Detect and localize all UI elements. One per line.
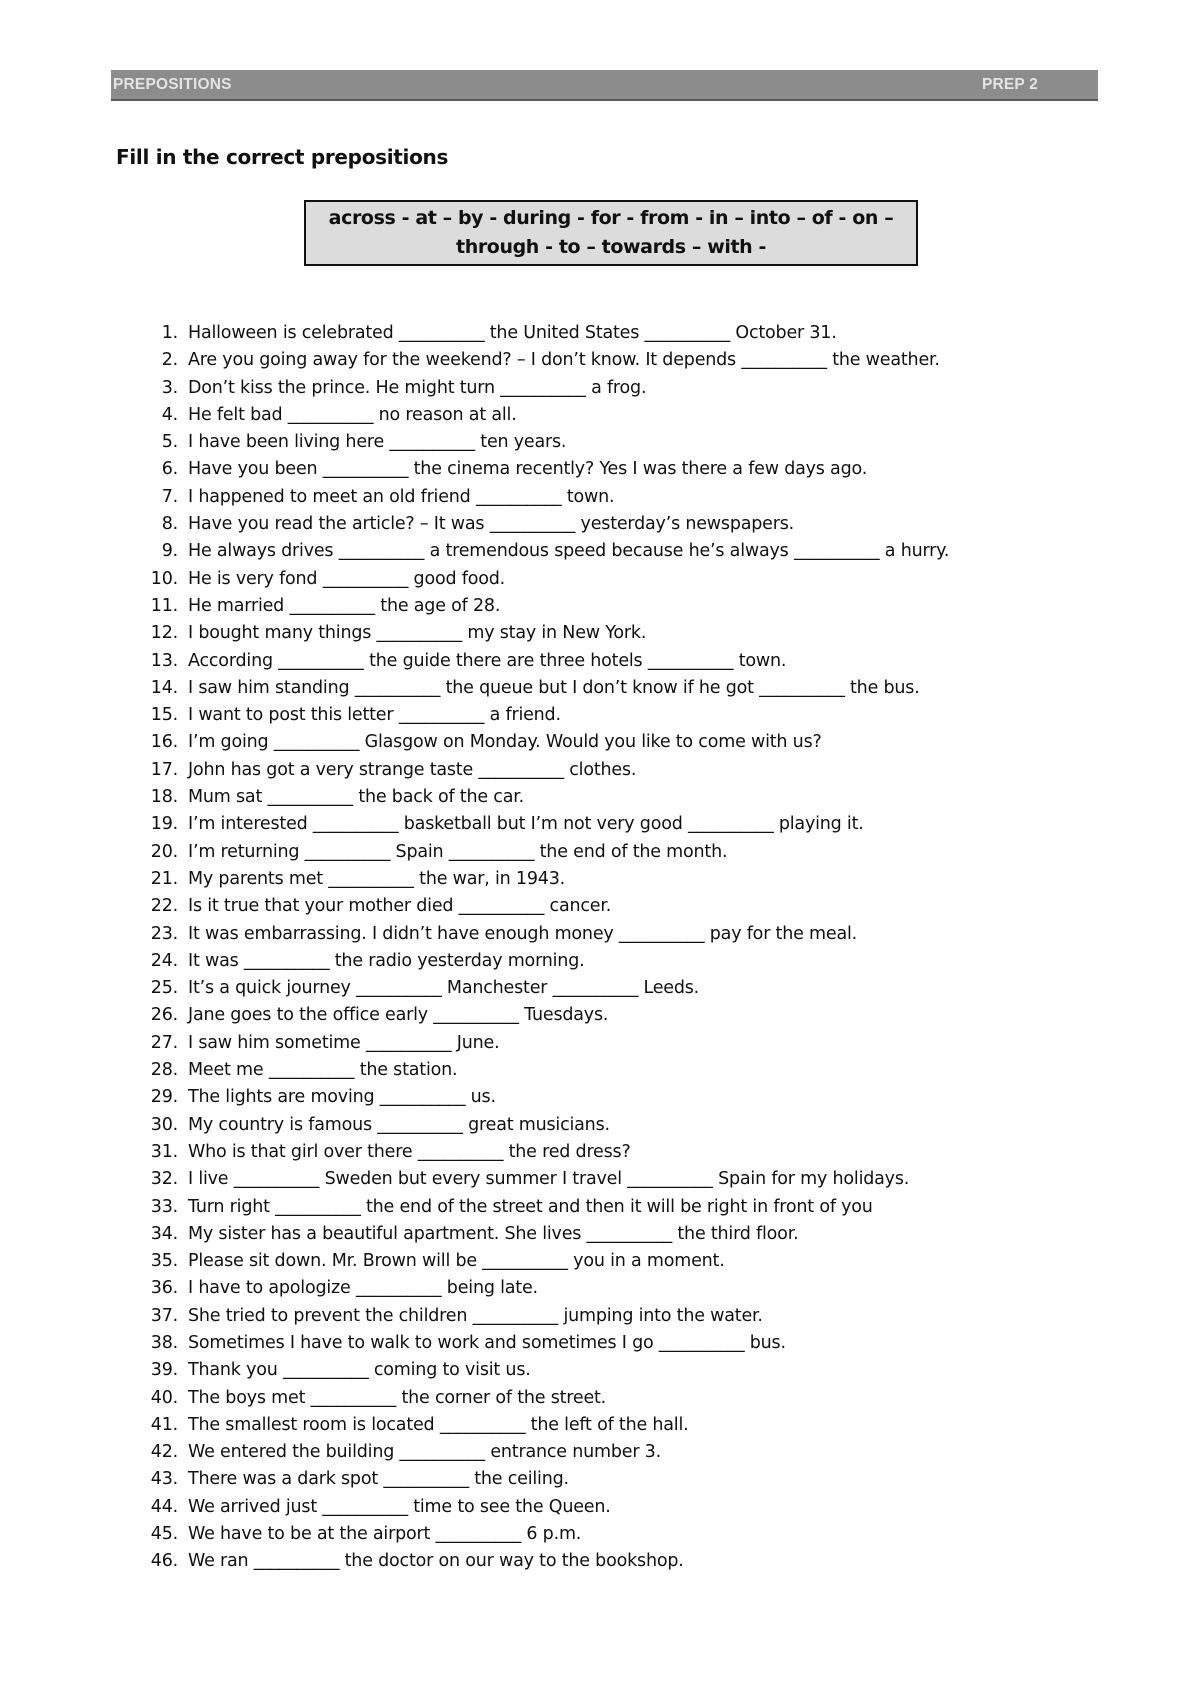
list-item — [144, 1521, 949, 1548]
item-number: 38. — [150, 1332, 178, 1353]
item-text: I want to post this letter __________ a friend. — [188, 705, 561, 726]
list-item — [144, 484, 949, 511]
header-left-label: PREPOSITIONS — [113, 75, 232, 93]
page-title: Fill in the correct prepositions — [116, 145, 449, 169]
item-number: 26. — [150, 1005, 178, 1026]
item-number: 3. — [161, 377, 178, 398]
item-number: 29. — [150, 1087, 178, 1108]
list-item — [144, 811, 949, 838]
item-number: 36. — [150, 1278, 178, 1299]
item-number: 37. — [150, 1305, 178, 1326]
item-number: 6. — [161, 459, 178, 480]
list-item — [144, 347, 949, 374]
list-item — [144, 1194, 949, 1221]
item-text: John has got a very strange taste __________ clothes. — [188, 759, 637, 780]
header-right-label: PREP 2 — [981, 75, 1038, 93]
item-number: 12. — [150, 623, 178, 644]
item-number: 25. — [150, 978, 178, 999]
item-text: Don’t kiss the prince. He might turn __________ a frog. — [188, 377, 647, 398]
item-number: 5. — [161, 432, 178, 453]
list-item — [144, 1221, 949, 1248]
list-item — [144, 975, 949, 1002]
item-number: 21. — [150, 868, 178, 889]
item-text: It’s a quick journey __________ Manchester __________ Leeds. — [188, 978, 700, 999]
item-text: Who is that girl over there __________ the red dress? — [188, 1141, 631, 1162]
item-text: Is it true that your mother died __________ cancer. — [188, 896, 612, 917]
item-text: According __________ the guide there are three hotels __________ town. — [188, 650, 787, 671]
item-text: I saw him sometime __________ June. — [188, 1032, 500, 1053]
item-number: 46. — [150, 1551, 178, 1572]
item-text: Meet me __________ the station. — [188, 1060, 458, 1081]
word-box-line-1: across - at – by - during - for - from - in – into – of - on – — [328, 207, 894, 229]
list-item — [144, 1303, 949, 1330]
list-item — [144, 1166, 949, 1193]
item-number: 40. — [150, 1387, 178, 1408]
item-text: It was __________ the radio yesterday morning. — [188, 950, 585, 971]
item-number: 11. — [150, 595, 178, 616]
item-text: My parents met __________ the war, in 1943. — [188, 868, 566, 889]
item-number: 45. — [150, 1524, 178, 1545]
item-number: 15. — [150, 705, 178, 726]
list-item — [144, 729, 949, 756]
list-item — [144, 839, 949, 866]
list-item — [144, 456, 949, 483]
item-number: 20. — [150, 841, 178, 862]
item-number: 7. — [161, 486, 178, 507]
item-text: The lights are moving __________ us. — [188, 1087, 496, 1108]
item-text: We ran __________ the doctor on our way to the bookshop. — [188, 1551, 684, 1572]
item-text: I’m interested __________ basketball but I’m not very good __________ playing it. — [188, 814, 864, 835]
item-text: I have to apologize __________ being late. — [188, 1278, 538, 1299]
item-text: We have to be at the airport __________ 6 p.m. — [188, 1524, 582, 1545]
word-box-line-2: through - to – towards – with - — [456, 236, 766, 258]
item-number: 9. — [161, 541, 178, 562]
item-number: 18. — [150, 787, 178, 808]
item-number: 4. — [161, 404, 178, 425]
list-item — [144, 784, 949, 811]
list-item — [144, 1057, 949, 1084]
list-item — [144, 1412, 949, 1439]
item-text: Are you going away for the weekend? – I don’t know. It depends __________ the weather. — [188, 350, 940, 371]
item-text: Thank you __________ coming to visit us. — [188, 1360, 531, 1381]
item-number: 42. — [150, 1442, 178, 1463]
item-text: He felt bad __________ no reason at all. — [188, 404, 517, 425]
list-item — [144, 757, 949, 784]
list-item — [144, 511, 949, 538]
list-item — [144, 648, 949, 675]
list-item — [144, 1139, 949, 1166]
item-number: 32. — [150, 1169, 178, 1190]
list-item — [144, 1002, 949, 1029]
item-text: We entered the building __________ entrance number 3. — [188, 1442, 661, 1463]
list-item — [144, 1030, 949, 1057]
list-item — [144, 320, 949, 347]
list-item — [144, 375, 949, 402]
item-text: I’m going __________ Glasgow on Monday. Would you like to come with us? — [188, 732, 822, 753]
item-text: There was a dark spot __________ the ceiling. — [188, 1469, 569, 1490]
item-number: 1. — [161, 323, 178, 343]
list-item — [144, 1248, 949, 1275]
list-item — [144, 1330, 949, 1357]
header-bar — [111, 70, 1098, 101]
item-text: I happened to meet an old friend __________ town. — [188, 486, 615, 507]
item-number: 44. — [150, 1496, 178, 1517]
item-text: Turn right __________ the end of the street and then it will be right in front of you — [188, 1196, 873, 1217]
item-text: We arrived just __________ time to see the Queen. — [188, 1496, 611, 1517]
item-number: 22. — [150, 896, 178, 917]
list-item — [144, 675, 949, 702]
list-item — [144, 1466, 949, 1493]
item-text: I live __________ Sweden but every summer I travel __________ Spain for my holidays. — [188, 1169, 910, 1190]
list-item — [144, 593, 949, 620]
item-text: Jane goes to the office early __________ Tuesdays. — [188, 1005, 609, 1026]
item-text: My country is famous __________ great musicians. — [188, 1114, 610, 1135]
list-item — [144, 893, 949, 920]
item-number: 33. — [150, 1196, 178, 1217]
list-item — [144, 948, 949, 975]
item-number: 13. — [150, 650, 178, 671]
item-text: He is very fond __________ good food. — [188, 568, 505, 589]
item-text: I bought many things __________ my stay in New York. — [188, 623, 647, 644]
list-item — [144, 620, 949, 647]
item-number: 17. — [150, 759, 178, 780]
list-item — [144, 702, 949, 729]
item-text: Please sit down. Mr. Brown will be __________ you in a moment. — [188, 1251, 725, 1272]
item-text: The smallest room is located __________ the left of the hall. — [188, 1414, 689, 1435]
item-number: 31. — [150, 1141, 178, 1162]
item-text: I have been living here __________ ten years. — [188, 432, 567, 453]
list-item — [144, 866, 949, 893]
item-text: I saw him standing __________ the queue but I don’t know if he got __________ the bus. — [188, 677, 920, 698]
item-text: Have you been __________ the cinema recently? Yes I was there a few days ago. — [188, 459, 868, 480]
item-text: My sister has a beautiful apartment. She lives __________ the third floor. — [188, 1223, 799, 1244]
list-item — [144, 1548, 949, 1575]
list-item — [144, 1357, 949, 1384]
item-text: I’m returning __________ Spain __________ the end of the month. — [188, 841, 728, 862]
list-item — [144, 1385, 949, 1412]
item-number: 24. — [150, 950, 178, 971]
item-number: 16. — [150, 732, 178, 753]
item-text: Sometimes I have to walk to work and sometimes I go __________ bus. — [188, 1332, 786, 1353]
item-number: 34. — [150, 1223, 178, 1244]
list-item — [144, 1494, 949, 1521]
item-number: 35. — [150, 1251, 178, 1272]
item-number: 23. — [150, 923, 178, 944]
item-number: 39. — [150, 1360, 178, 1381]
item-number: 28. — [150, 1060, 178, 1081]
item-text: It was embarrassing. I didn’t have enough money __________ pay for the meal. — [188, 923, 857, 944]
item-number: 41. — [150, 1414, 178, 1435]
list-item — [144, 1084, 949, 1111]
item-text: He married __________ the age of 28. — [188, 595, 501, 616]
list-item — [144, 566, 949, 593]
item-number: 43. — [150, 1469, 178, 1490]
list-item — [144, 1439, 949, 1466]
list-item — [144, 1275, 949, 1302]
item-number: 27. — [150, 1032, 178, 1053]
item-number: 30. — [150, 1114, 178, 1135]
item-text: She tried to prevent the children __________ jumping into the water. — [188, 1305, 763, 1326]
list-item — [144, 1112, 949, 1139]
word-box — [304, 200, 918, 266]
item-text: The boys met __________ the corner of the street. — [188, 1387, 607, 1408]
list-item — [144, 402, 949, 429]
item-number: 2. — [161, 350, 178, 371]
item-number: 14. — [150, 677, 178, 698]
item-text: Halloween is celebrated __________ the United States __________ October 31. — [188, 323, 837, 343]
item-number: 8. — [161, 514, 178, 535]
list-item — [144, 538, 949, 565]
list-item — [144, 921, 949, 948]
item-number: 10. — [150, 568, 178, 589]
list-item — [144, 429, 949, 456]
item-text: He always drives __________ a tremendous speed because he’s always __________ a hurry. — [188, 541, 950, 562]
item-number: 19. — [150, 814, 178, 835]
item-text: Mum sat __________ the back of the car. — [188, 787, 524, 808]
exercise-list — [144, 320, 949, 1576]
item-text: Have you read the article? – It was __________ yesterday’s newspapers. — [188, 514, 795, 535]
